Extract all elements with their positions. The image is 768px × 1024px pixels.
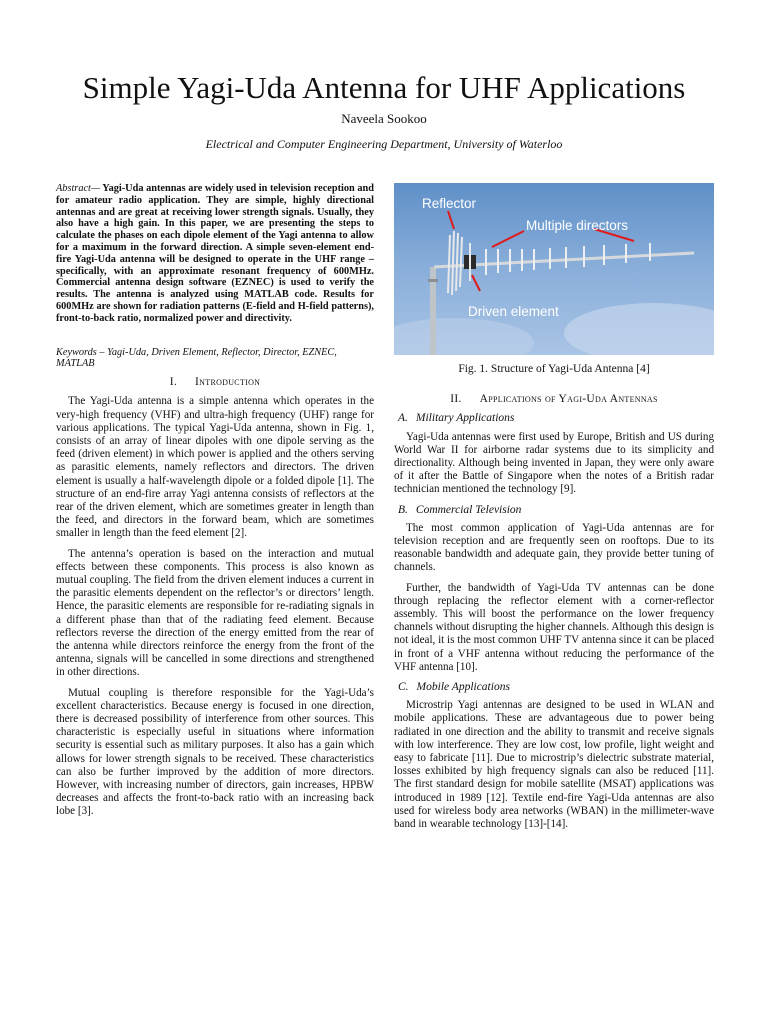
- reflector-label: Reflector: [422, 196, 477, 211]
- section-heading-applications: [394, 393, 714, 406]
- subsection-title: Mobile Applications: [416, 681, 510, 694]
- intro-paragraph-1: The Yagi-Uda antenna is a simple antenna which operates in the very-high frequency (VHF) and ultra-high frequency (UHF) range for various applications. The typical Yagi-Uda antenna, shown in Fig. 1, consists of an array of linear dipoles with one dipole serving as the feed (driven element) in which power is applied and the others serving as parasitic elements, namely reflectors and directors. The driven element is usually a half-wavelength dipole or a folded dipole [1]. The structure of an end-fire array Yagi antenna consists of reflectors at the rear of the driven element, which are sometimes greater in length than the feed, and directors in the forward beam, which are sometimes smaller in length than the feed element [2].: [56, 395, 374, 540]
- directors-label: Multiple directors: [526, 218, 629, 233]
- paper-title: Simple Yagi-Uda Antenna for UHF Applications: [82, 70, 686, 105]
- author-name: Naveela Sookoo: [341, 111, 427, 126]
- subsection-number: C.: [398, 681, 409, 694]
- section-heading-introduction: [56, 376, 374, 389]
- subsection-number: B.: [398, 503, 408, 516]
- subsection-number: A.: [398, 412, 408, 425]
- right-column: [394, 183, 714, 838]
- section-number: I.: [169, 376, 178, 389]
- keywords: Keywords – Yagi-Uda, Driven Element, Reflector, Director, EZNEC, MATLAB: [56, 346, 337, 370]
- subsection-heading-mobile: [398, 681, 714, 694]
- abstract-body: Yagi-Uda antennas are widely used in television reception and for amateur radio application. They are simple, highly directional antennas and are great at receiving lower strength signals. Usually, they also have a high gain. In this paper, we are presenting the steps to calculate the phases on each dipole element of the Yagi antenna to allow for a maximum in the forward direction. A simple seven-element end-fire Yagi-Uda antenna will be designed to operate in the UHF range – specifically, with an approximate resonant frequency of 600MHz. Commercial antenna design software (EZNEC) is used to verify the results. The antenna is analyzed using MATLAB code. Results for 600MHz are shown for radiation patterns (E-field and H-field patterns), front-to-back ratio, normalized power and directivity.: [56, 183, 374, 324]
- section-title: Applications of Yagi-Uda Antennas: [479, 393, 658, 406]
- abstract: [56, 183, 374, 325]
- intro-paragraph-2: The antenna’s operation is based on the interaction and mutual effects between these components. This process is also known as mutual coupling. The field from the driven element induces a current in the parasitic elements dependent on the reflector’s or directors’ length. Hence, the parasitic elements are responsible for re-radiating signals in a different phase than that of the radiating feed element. Because reflectors reverse the direction of the energy emitted from the rear of the antenna while directors reinforce the energy from the front of the antenna, signals will be cancelled in some directions and strengthened in other directions.: [56, 547, 374, 679]
- driven-element-label: Driven element: [468, 304, 559, 319]
- military-paragraph-1: Yagi-Uda antennas were first used by Europe, British and US during World War II for airborne radar systems due to its simplicity and directionality. Although being invented in Japan, they were only aware of it after the Battle of Singapore when the notes of a British radar technician mentioned the technology [9].: [394, 430, 714, 496]
- left-column: [56, 183, 374, 826]
- subsection-title: Commercial Television: [415, 503, 522, 516]
- antenna-photo: [394, 183, 714, 355]
- subsection-heading-television: [398, 504, 714, 517]
- section-title: Introduction: [195, 376, 261, 389]
- figure-caption: Fig. 1. Structure of Yagi-Uda Antenna [4]: [458, 363, 650, 375]
- abstract-lead: Abstract—: [56, 183, 101, 194]
- subsection-title: Military Applications: [415, 412, 515, 425]
- author-affiliation: Electrical and Computer Engineering Department, University of Waterloo: [205, 137, 563, 151]
- television-paragraph-1: The most common application of Yagi-Uda antennas are for television reception and are frequently seen on rooftops. Due to its reasonable bandwidth and adequate gain, they provide better tuning of channels.: [394, 521, 714, 574]
- subsection-heading-military: [398, 412, 714, 425]
- intro-paragraph-3: Mutual coupling is therefore responsible for the Yagi-Uda’s excellent characteristics. Because energy is focused in one direction, there is decreased possibility of interference from other sources. This characteristic is especially useful in situations where information security is essential such as military purposes. It also has a gain which allows for lower strength signals to be received. These characteristics can also be further improved by the addition of more directors. However, with increasing number of directors, gain increases, HPBW decreases and affects the front-to-back ratio with an increasing back lobe [3].: [56, 686, 374, 818]
- television-paragraph-2: Further, the bandwidth of Yagi-Uda TV antennas can be done through replacing the reflector element with a corner-reflector assembly. This will boost the performance on the lower frequency channels without disrupting the higher channels. Although this design is not ideal, it is the most common UHF TV antenna since it can be placed in front of a VHF antenna without reducing the performance of the VHF antenna [10].: [394, 581, 714, 673]
- mobile-paragraph-1: Microstrip Yagi antennas are designed to be used in WLAN and mobile applications. These are advantageous due to power being radiated in one direction and the ability to transmit and receive signals with low interference. They are low cost, low profile, light weight and easy to fabricate [11]. Due to microstrip’s dielectric substrate material, losses exhibited by high frequency signals can also be reduced [11]. The first standard design for mobile satellite (MSAT) applications was introduced in 1989 [12]. Textile end-fire Yagi-Uda antennas are also used for wireless body area networks (WBAN) in the millimeter-wave band in wearable technology [13]-[14].: [394, 699, 714, 831]
- section-number: II.: [450, 393, 462, 406]
